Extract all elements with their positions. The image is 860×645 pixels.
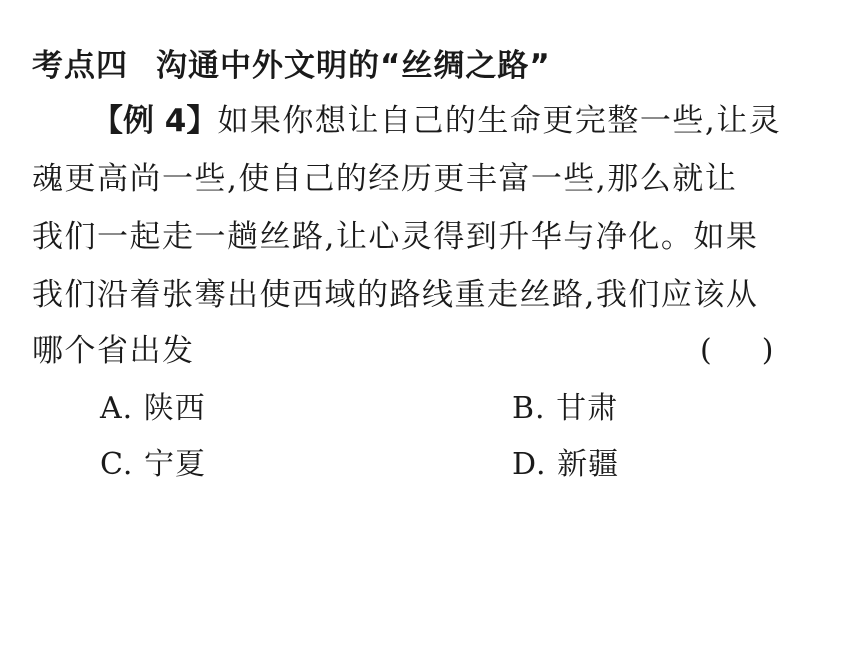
option-c-text: 宁夏 — [143, 447, 206, 482]
option-a-text: 陕西 — [143, 391, 206, 426]
option-d-letter: D. — [512, 447, 547, 482]
question-line-5: 哪个省出发 — [32, 333, 195, 369]
option-c-letter: C. — [100, 447, 134, 482]
example-label: 【例 4】 — [92, 103, 218, 139]
section-title: 沟通中外文明的“丝绸之路” — [156, 48, 551, 84]
answer-paren-close: ) — [761, 333, 774, 368]
option-b-text: 甘肃 — [556, 391, 619, 426]
option-c[interactable] — [100, 445, 206, 485]
option-d-text: 新疆 — [557, 447, 620, 482]
section-heading — [32, 40, 551, 85]
option-b-letter: B. — [512, 391, 546, 426]
answer-paren-open: ( — [700, 333, 712, 368]
question-line-1 — [92, 101, 781, 141]
section-label: 考点四 — [32, 48, 128, 84]
question-line-2: 魂更高尚一些,使自己的经历更丰富一些,那么就让 — [32, 161, 738, 197]
option-d[interactable] — [512, 445, 619, 485]
option-b[interactable] — [512, 389, 618, 429]
question-line-4: 我们沿着张骞出使西域的路线重走丝路,我们应该从 — [32, 277, 759, 313]
question-text-1: 如果你想让自己的生命更完整一些,让灵 — [217, 103, 782, 139]
answer-blank[interactable] — [700, 331, 773, 371]
option-a[interactable] — [100, 389, 206, 429]
question-line-3: 我们一起走一趟丝路,让心灵得到升华与净化。如果 — [32, 219, 759, 255]
option-a-letter: A. — [100, 391, 134, 426]
